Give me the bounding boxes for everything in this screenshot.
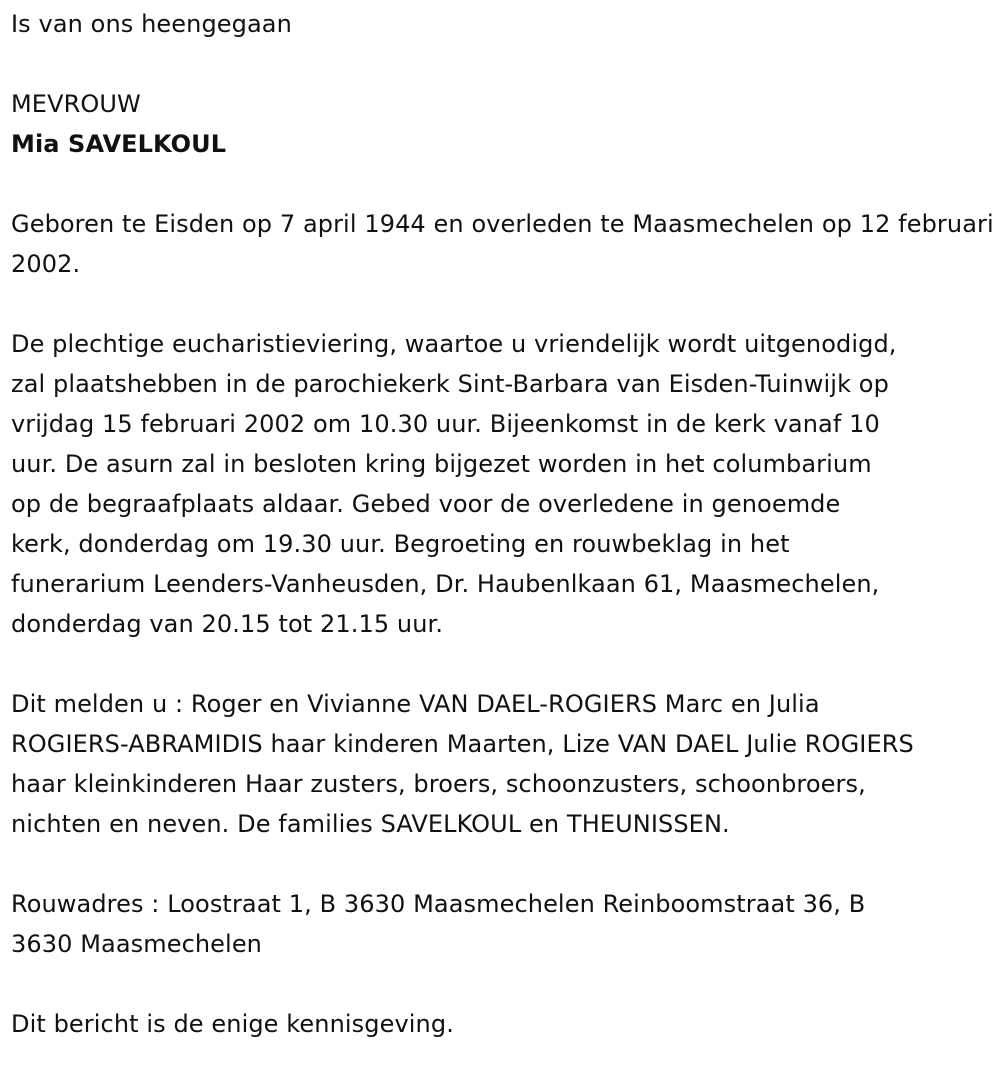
ceremony-line: uur. De asurn zal in besloten kring bijgezet worden in het columbarium: [11, 450, 872, 478]
family-line: ROGIERS-ABRAMIDIS haar kinderen Maarten, Lize VAN DAEL Julie ROGIERS: [11, 730, 914, 758]
family-line: haar kleinkinderen Haar zusters, broers, schoonzusters, schoonbroers,: [11, 770, 866, 798]
intro-text: Is van ons heengegaan: [11, 10, 292, 38]
family-paragraph: [11, 684, 1000, 844]
family-line: nichten en neven. De families SAVELKOUL en THEUNISSEN.: [11, 810, 730, 838]
family-line: Dit melden u : Roger en Vivianne VAN DAEL-ROGIERS Marc en Julia: [11, 690, 820, 718]
ceremony-line: kerk, donderdag om 19.30 uur. Begroeting en rouwbeklag in het: [11, 530, 790, 558]
spacer: [11, 164, 1000, 204]
birth-death-paragraph: Geboren te Eisden op 7 april 1944 en overleden te Maasmechelen op 12 februari 2002.: [11, 210, 994, 278]
ceremony-line: vrijdag 15 februari 2002 om 10.30 uur. Bijeenkomst in de kerk vanaf 10: [11, 410, 880, 438]
ceremony-line: funerarium Leenders-Vanheusden, Dr. Haubenlkaan 61, Maasmechelen,: [11, 570, 880, 598]
closing-text: Dit bericht is de enige kennisgeving.: [11, 1010, 454, 1038]
ceremony-line: De plechtige eucharistieviering, waartoe u vriendelijk wordt uitgenodigd,: [11, 330, 897, 358]
spacer: [11, 844, 1000, 884]
ceremony-line: donderdag van 20.15 tot 21.15 uur.: [11, 610, 444, 638]
ceremony-line: op de begraafplaats aldaar. Gebed voor de overledene in genoemde: [11, 490, 841, 518]
salutation: MEVROUW: [11, 90, 141, 118]
spacer: [11, 44, 1000, 84]
spacer: [11, 644, 1000, 684]
ceremony-line: zal plaatshebben in de parochiekerk Sint-Barbara van Eisden-Tuinwijk op: [11, 370, 889, 398]
address-line: Rouwadres : Loostraat 1, B 3630 Maasmechelen Reinboomstraat 36, B: [11, 890, 866, 918]
address-paragraph: [11, 884, 1000, 964]
spacer: [11, 964, 1000, 1004]
spacer: [11, 284, 1000, 324]
deceased-name: Mia SAVELKOUL: [11, 130, 227, 158]
ceremony-paragraph: [11, 324, 1000, 644]
address-line: 3630 Maasmechelen: [11, 930, 262, 958]
